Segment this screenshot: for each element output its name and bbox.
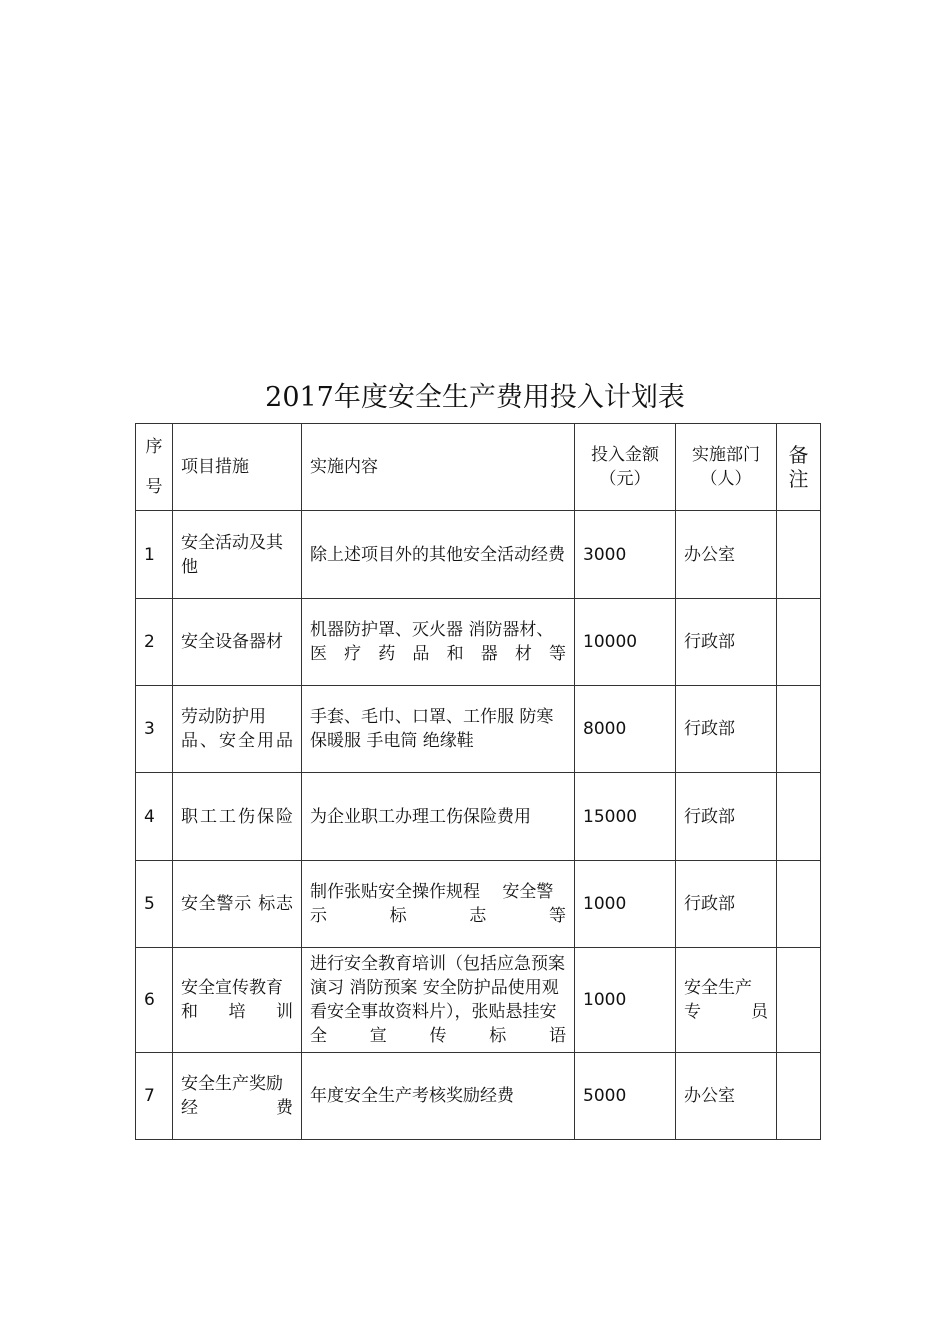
header-note-line2: 注: [788, 467, 809, 491]
row-no: 3: [136, 686, 173, 773]
row-amount: 1000: [575, 948, 676, 1053]
row-dept: 办公室: [676, 511, 777, 599]
header-note: [777, 424, 821, 511]
row-content: 为企业职工办理工伤保险费用: [302, 773, 575, 861]
header-amount: [575, 424, 676, 511]
page-title: 2017年度安全生产费用投入计划表: [265, 382, 685, 413]
header-dept-line1: 实施部门: [692, 445, 760, 465]
row-note: [777, 773, 821, 861]
row-item: 劳动防护用品、安全用品: [173, 686, 302, 773]
row-amount: 10000: [575, 599, 676, 686]
row-amount: 15000: [575, 773, 676, 861]
row-no: 4: [136, 773, 173, 861]
row-note: [777, 948, 821, 1053]
row-content: 进行安全教育培训（包括应急预案演习 消防预案 安全防护品使用观看安全事故资料片），张贴悬挂安全宣传标语: [302, 948, 575, 1053]
row-dept: 办公室: [676, 1053, 777, 1140]
row-dept: 行政部: [676, 686, 777, 773]
header-dept-line2: （人）: [700, 469, 752, 489]
table-body: [136, 511, 821, 1140]
row-note: [777, 686, 821, 773]
row-dept: 行政部: [676, 861, 777, 948]
row-no: 6: [136, 948, 173, 1053]
header-seq-bottom: 号: [145, 477, 163, 497]
row-note: [777, 599, 821, 686]
table-row: [136, 686, 821, 773]
row-amount: 8000: [575, 686, 676, 773]
row-dept: 安全生产专员: [676, 948, 777, 1053]
row-amount: 3000: [575, 511, 676, 599]
row-no: 5: [136, 861, 173, 948]
table-row: [136, 773, 821, 861]
header-note-line1: 备: [788, 443, 809, 467]
row-note: [777, 1053, 821, 1140]
row-dept: 行政部: [676, 599, 777, 686]
header-seq-top: 序: [145, 437, 163, 457]
row-content: 手套、毛巾、口罩、工作服 防寒保暖服 手电筒 绝缘鞋: [302, 686, 575, 773]
table-header: [136, 424, 821, 511]
row-amount: 1000: [575, 861, 676, 948]
row-content: 机器防护罩、灭火器 消防器材、医疗药品和器材等: [302, 599, 575, 686]
table-row: [136, 599, 821, 686]
row-note: [777, 511, 821, 599]
table-row: [136, 861, 821, 948]
row-no: 2: [136, 599, 173, 686]
header-item: 项目措施: [173, 424, 302, 511]
header-dept: [676, 424, 777, 511]
row-no: 1: [136, 511, 173, 599]
row-item: 安全设备器材: [173, 599, 302, 686]
header-content: 实施内容: [302, 424, 575, 511]
row-note: [777, 861, 821, 948]
header-amount-line1: 投入金额: [591, 445, 659, 465]
row-item: 安全警示 标志: [173, 861, 302, 948]
header-seq: [136, 424, 173, 511]
table-row: [136, 948, 821, 1053]
plan-table: [135, 423, 821, 1140]
row-no: 7: [136, 1053, 173, 1140]
row-content: 除上述项目外的其他安全活动经费: [302, 511, 575, 599]
row-item: 职工工伤保险: [173, 773, 302, 861]
table-row: [136, 1053, 821, 1140]
header-amount-line2: （元）: [599, 469, 651, 489]
header-row: [136, 424, 821, 511]
row-item: 安全宣传教育和培训: [173, 948, 302, 1053]
row-item: 安全活动及其他: [173, 511, 302, 599]
row-content: 制作张贴安全操作规程 安全警示标志等: [302, 861, 575, 948]
row-amount: 5000: [575, 1053, 676, 1140]
table-row: [136, 511, 821, 599]
row-content: 年度安全生产考核奖励经费: [302, 1053, 575, 1140]
row-dept: 行政部: [676, 773, 777, 861]
row-item: 安全生产奖励经费: [173, 1053, 302, 1140]
